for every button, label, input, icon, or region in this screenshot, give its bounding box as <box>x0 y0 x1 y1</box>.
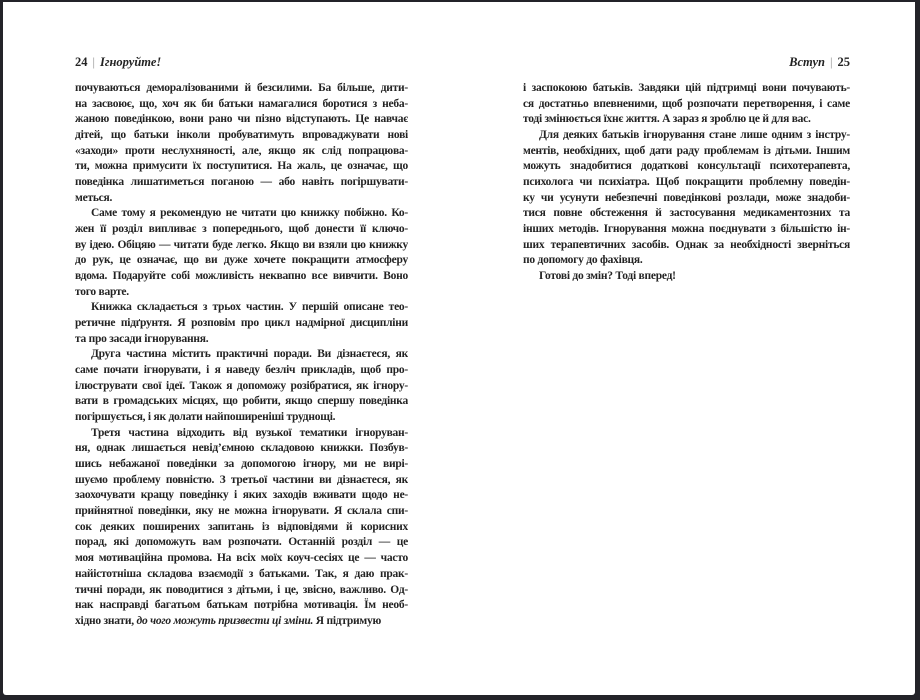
left-page-text-column <box>75 81 408 630</box>
text-line: ментів, необхідних, щоб дати раду проблемам із дітьми. Іншим <box>523 144 850 157</box>
text-line: вати в громадських місцях, що робити, якщо спершу поведінка <box>75 395 408 408</box>
right-running-head <box>523 55 850 71</box>
text-line: Третя частина відходить від вузької тематики ігноруван- <box>91 426 408 439</box>
text-line: можуть знадобитися додаткові консультації психотерапевта, <box>523 160 850 173</box>
text-line: і заспокоюю батьків. Завдяки цій підтримці вони почувають- <box>523 82 850 94</box>
text-line: тися повне обстеження й застосування медикаментозних та <box>523 207 850 220</box>
book-spread <box>3 2 915 695</box>
text-line: на засвоює, що, хоч як би батьки намагалися боротися з неба- <box>75 97 408 110</box>
text-line: ти, можна примусити їх поступитися. На жаль, це означає, що <box>75 160 408 173</box>
text-line: почуваються деморалізованими й безсилими. Ба більше, дити- <box>75 82 408 94</box>
text-line: жаною поведінкою, вони рано чи пізно відступають. Це навчає <box>75 113 408 126</box>
text-line: Готові до змін? Тоді вперед! <box>539 270 676 283</box>
text-line: сок деяких поширених запитань із відповідями й корисних <box>75 520 408 533</box>
text-line: вдома. Подаруйте собі можливість неквапно все вивчити. Воно <box>75 270 408 283</box>
text-line: по допомогу до фахівця. <box>523 254 643 267</box>
text-line: моя мотиваційна промова. На всіх моїх коуч-сесіях це — часто <box>75 552 408 565</box>
header-separator: | <box>829 55 833 69</box>
text-line: погіршується, і як долати найпоширеніші труднощі. <box>75 411 336 424</box>
text-line: Саме тому я рекомендую не читати цю книжку побіжно. Ко- <box>91 207 408 220</box>
italic-text: до чого можуть призвести ці зміни. <box>136 614 314 627</box>
text-line: поведінка лишатиметься поганою — або навіть погіршувати- <box>75 176 408 189</box>
text-line: та про засади ігнорування. <box>75 332 209 345</box>
text-line: саме почати ігнорувати, і я наведу безліч прикладів, щоб про- <box>75 364 408 377</box>
text-line: Друга частина містить практичні поради. Ви дізнаєтеся, як <box>91 348 408 361</box>
left-page-number: 24 <box>75 55 88 69</box>
text-line: прийнятної поведінки, яку не можна ігнорувати. Я склала спи- <box>75 505 408 518</box>
text-line: найістотніша складова взаємодії з батьками. Так, я даю прак- <box>75 567 408 580</box>
right-page-text-column <box>523 81 850 285</box>
text-run: хідно знати, <box>75 614 137 627</box>
text-line: ня, однак лишається невід’ємною складовою книжки. Позбув- <box>75 442 408 455</box>
left-running-title: Ігноруйте! <box>100 55 162 69</box>
text-run: Я підтримую <box>313 614 382 627</box>
text-line: меться. <box>75 191 113 204</box>
text-line: тоді змінюється їхнє життя. А зараз я зроблю це й для вас. <box>523 113 811 126</box>
text-line: ретичне підґрунтя. Я розповім про цикл надмірної дисципліни <box>75 317 408 330</box>
text-line: «заходи» проти неслухняності, але, якщо як слід попрацюва- <box>75 144 408 157</box>
text-line: ку чи усунути небезпечні поведінкові розлади, може знадоби- <box>523 191 850 204</box>
right-running-title: Вступ <box>789 55 825 69</box>
text-line: Для деяких батьків ігнорування стане лише одним з інстру- <box>539 129 850 142</box>
text-line: ся достатньо впевненими, щоб розпочати перетворення, і саме <box>523 97 850 110</box>
text-line: ву ідею. Обіцяю — читати буде легко. Якщо ви взяли цю книжку <box>75 238 408 251</box>
text-line: тичні поради, як поводитися з дітьми, і це, звісно, важливо. Од- <box>75 583 408 596</box>
text-line: ших терапевтичних засобів. Однак за необхідності зверніться <box>523 238 850 251</box>
text-line: жен її розділ випливає з попереднього, щоб донести її ключо- <box>75 223 408 236</box>
text-line: порад, які допоможуть вам розпочати. Останній розділ — це <box>75 536 408 549</box>
text-line: шись небажаної поведінки за допомогою ігнору, ми не вирі- <box>75 458 408 471</box>
left-running-head <box>75 55 161 71</box>
text-line: заохочувати кращу поведінку і яких заходів вживати щодо не- <box>75 489 408 502</box>
header-separator: | <box>92 55 96 69</box>
text-line: Книжка складається з трьох частин. У першій описане тео- <box>91 301 408 314</box>
text-line: нак насправді багатьом батькам потрібна мотивація. Їм необ- <box>75 599 408 612</box>
text-line: до рук, це означає, що ви дуже хочете покращити атмосферу <box>75 254 408 267</box>
text-line: дітей, що батьки інколи пробуватимуть впроваджувати нові <box>75 129 408 142</box>
text-line: інших методів. Ігнорування можна поєднувати з більшістю ін- <box>523 223 850 236</box>
text-line: того варте. <box>75 285 129 298</box>
text-line: ілюструвати свої ідеї. Також я допоможу розібратися, як ігнору- <box>75 379 408 392</box>
text-line: психолога чи психіатра. Щоб покращити проблемну поведін- <box>523 176 850 189</box>
text-line: шуємо проблему повністю. З третьої частини ви дізнаєтеся, як <box>75 473 408 486</box>
text-line <box>75 614 408 630</box>
right-page-number: 25 <box>837 55 850 69</box>
